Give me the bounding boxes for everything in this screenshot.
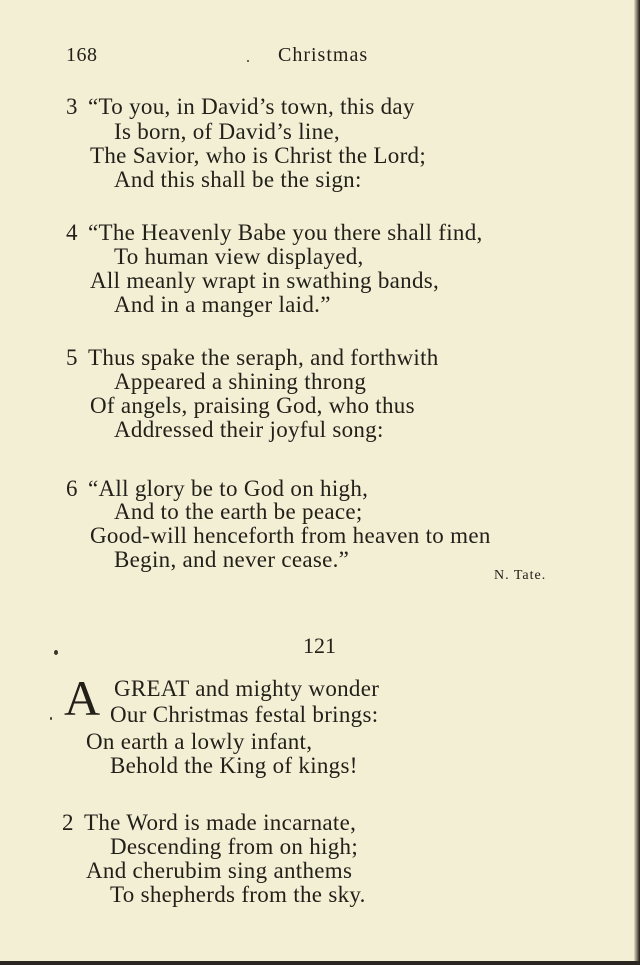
verse-line: The Savior, who is Christ the Lord; <box>90 143 427 168</box>
verse-line: Our Christmas festal brings: <box>110 702 379 727</box>
verse-text: The Word is made incarnate, <box>84 810 357 835</box>
verse-number: 2 <box>62 810 74 835</box>
verse-number: 4 <box>66 220 78 245</box>
verse-line: And to the earth be peace; <box>114 499 363 524</box>
verse-line <box>66 346 439 370</box>
verse-line: Descending from on high; <box>110 834 359 859</box>
verse-line: And in a manger laid.” <box>114 292 331 317</box>
verse-line <box>66 477 368 501</box>
verse-line <box>66 221 483 245</box>
page-header <box>66 44 566 72</box>
verse-line: GREAT and mighty wonder <box>114 676 380 701</box>
verse-line <box>62 811 356 835</box>
verse-line: Behold the King of kings! <box>110 753 358 778</box>
verse-line: And cherubim sing anthems <box>86 858 353 883</box>
page-number: 168 <box>66 44 98 66</box>
running-title: Christmas <box>278 44 369 66</box>
verse-line: Is born, of David’s line, <box>114 119 340 144</box>
verse-line: Begin, and never cease.” <box>114 547 350 572</box>
verse-line: Good-will henceforth from heaven to men <box>90 523 491 548</box>
verse-line: Of angels, praising God, who thus <box>90 393 415 418</box>
verse-line: All meanly wrapt in swathing bands, <box>90 268 440 293</box>
verse-line: Addressed their joyful song: <box>114 417 384 442</box>
verse-line: On earth a lowly infant, <box>86 729 313 754</box>
verse-text: Thus spake the seraph, and forthwith <box>88 345 439 370</box>
verse-number: 6 <box>66 476 78 501</box>
drop-cap: A <box>64 670 101 726</box>
ink-speck <box>247 60 249 62</box>
verse-line <box>66 95 415 119</box>
verse-line: To human view displayed, <box>114 244 364 269</box>
verse-number: 3 <box>66 94 78 119</box>
verse-text: “To you, in David’s town, this day <box>88 94 415 119</box>
hymn-number: 121 <box>303 633 336 658</box>
ink-speck <box>54 650 58 655</box>
ink-speck <box>50 717 52 720</box>
verse-number: 5 <box>66 345 78 370</box>
page-bottom-edge <box>0 961 640 965</box>
verse-line: And this shall be the sign: <box>114 167 362 192</box>
verse-line: To shepherds from the sky. <box>110 882 366 907</box>
verse-text: “All glory be to God on high, <box>88 476 369 501</box>
page-edge-shadow <box>634 0 640 965</box>
verse-line: Appeared a shining throng <box>114 369 367 394</box>
author-attribution: N. Tate. <box>494 568 547 583</box>
verse-text: “The Heavenly Babe you there shall find, <box>88 220 483 245</box>
